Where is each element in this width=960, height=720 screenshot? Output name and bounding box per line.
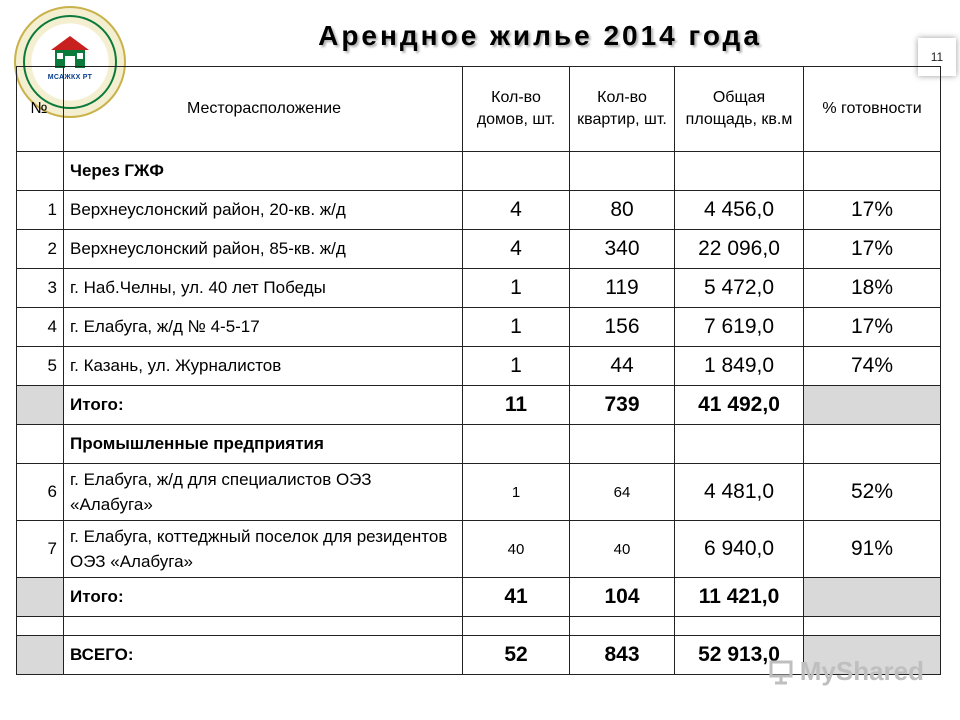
subtotal-label: Итого:	[64, 578, 463, 617]
row-location: г. Казань, ул. Журналистов	[64, 347, 463, 386]
header-flats: Кол-во квартир, шт.	[570, 67, 675, 152]
row-location: г. Елабуга, коттеджный поселок для резидентов ОЭЗ «Алабуга»	[64, 521, 463, 578]
row-flats: 40	[570, 521, 675, 578]
logo-text: МСАЖКХ РТ	[47, 74, 93, 81]
row-pct	[804, 578, 941, 617]
row-location	[64, 617, 463, 636]
row-num: 1	[17, 191, 64, 230]
table-row	[17, 308, 941, 347]
header-houses: Кол-во домов, шт.	[463, 67, 570, 152]
housing-table	[16, 66, 941, 675]
row-houses	[463, 617, 570, 636]
row-pct: 74%	[804, 347, 941, 386]
header-area: Общая площадь, кв.м	[675, 67, 804, 152]
row-flats	[570, 425, 675, 464]
group-row	[17, 425, 941, 464]
watermark-text: MyShared	[799, 656, 924, 686]
table-row	[17, 191, 941, 230]
row-houses: 1	[463, 269, 570, 308]
row-houses: 40	[463, 521, 570, 578]
row-houses: 1	[463, 308, 570, 347]
group-row	[17, 152, 941, 191]
table-row	[17, 521, 941, 578]
row-num	[17, 386, 64, 425]
row-flats: 64	[570, 464, 675, 521]
row-area: 4 456,0	[675, 191, 804, 230]
row-num	[17, 578, 64, 617]
header-readiness: % готовности	[804, 67, 941, 152]
slide-number: 11	[918, 38, 956, 76]
grand-total-label: ВСЕГО:	[64, 636, 463, 675]
subtotal-area: 11 421,0	[675, 578, 804, 617]
row-num	[17, 617, 64, 636]
row-pct: 91%	[804, 521, 941, 578]
row-houses: 1	[463, 464, 570, 521]
header-location: Месторасположение	[64, 67, 463, 152]
row-pct	[804, 617, 941, 636]
table-row	[17, 269, 941, 308]
row-pct: 17%	[804, 308, 941, 347]
row-houses: 4	[463, 191, 570, 230]
grand-total-flats: 843	[570, 636, 675, 675]
row-houses: 4	[463, 230, 570, 269]
row-location: Верхнеуслонский район, 20-кв. ж/д	[64, 191, 463, 230]
subtotal-row	[17, 578, 941, 617]
subtotal-row	[17, 386, 941, 425]
row-flats: 44	[570, 347, 675, 386]
grand-total-houses: 52	[463, 636, 570, 675]
row-num: 3	[17, 269, 64, 308]
watermark	[768, 656, 924, 687]
row-num: 4	[17, 308, 64, 347]
table-row	[17, 347, 941, 386]
row-area	[675, 425, 804, 464]
grand-total-area: 52 913,0	[675, 636, 804, 675]
spacer-row	[17, 617, 941, 636]
group-title: Через ГЖФ	[64, 152, 463, 191]
row-houses	[463, 152, 570, 191]
header-num: №	[17, 67, 64, 152]
row-flats	[570, 152, 675, 191]
page-title: Арендное жилье 2014 года	[318, 20, 762, 51]
row-num	[17, 636, 64, 675]
row-num: 5	[17, 347, 64, 386]
table-row	[17, 230, 941, 269]
row-pct	[804, 152, 941, 191]
group-title: Промышленные предприятия	[64, 425, 463, 464]
row-houses	[463, 425, 570, 464]
subtotal-flats: 104	[570, 578, 675, 617]
row-num: 6	[17, 464, 64, 521]
row-location: г. Елабуга, ж/д № 4-5-17	[64, 308, 463, 347]
row-flats	[570, 617, 675, 636]
row-houses: 1	[463, 347, 570, 386]
subtotal-area: 41 492,0	[675, 386, 804, 425]
row-pct	[804, 386, 941, 425]
row-area: 22 096,0	[675, 230, 804, 269]
row-flats: 156	[570, 308, 675, 347]
row-num: 7	[17, 521, 64, 578]
row-location: г. Наб.Челны, ул. 40 лет Победы	[64, 269, 463, 308]
subtotal-houses: 11	[463, 386, 570, 425]
row-pct: 52%	[804, 464, 941, 521]
row-area: 7 619,0	[675, 308, 804, 347]
row-flats: 119	[570, 269, 675, 308]
row-flats: 80	[570, 191, 675, 230]
row-pct: 17%	[804, 230, 941, 269]
table-header-row	[17, 67, 941, 152]
subtotal-houses: 41	[463, 578, 570, 617]
subtotal-flats: 739	[570, 386, 675, 425]
row-location: г. Елабуга, ж/д для специалистов ОЭЗ «Алабуга»	[64, 464, 463, 521]
row-num: 2	[17, 230, 64, 269]
row-pct: 18%	[804, 269, 941, 308]
row-area: 5 472,0	[675, 269, 804, 308]
row-num	[17, 425, 64, 464]
row-pct	[804, 425, 941, 464]
row-area	[675, 152, 804, 191]
row-area: 6 940,0	[675, 521, 804, 578]
row-area	[675, 617, 804, 636]
row-flats: 340	[570, 230, 675, 269]
row-location: Верхнеуслонский район, 85-кв. ж/д	[64, 230, 463, 269]
row-pct: 17%	[804, 191, 941, 230]
table-row	[17, 464, 941, 521]
row-area: 4 481,0	[675, 464, 804, 521]
presentation-icon	[768, 659, 794, 685]
subtotal-label: Итого:	[64, 386, 463, 425]
row-area: 1 849,0	[675, 347, 804, 386]
row-num	[17, 152, 64, 191]
